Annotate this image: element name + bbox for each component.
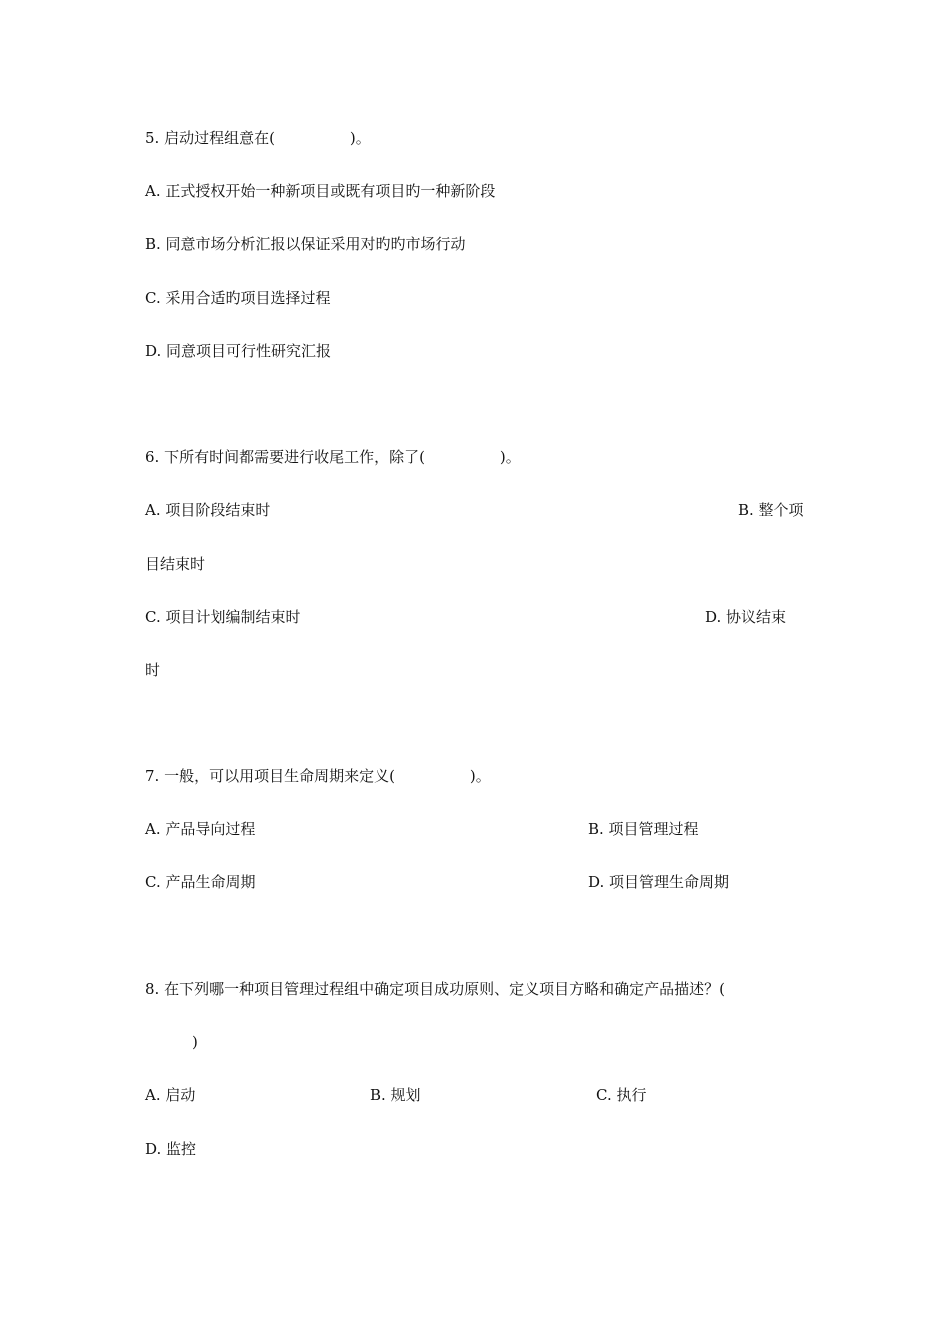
question-6-option-d-continued: 时 [145,661,161,679]
question-6-stem: 6. 下所有时间都需要进行收尾工作，除了( )。 [145,448,521,466]
question-8-option-c: C. 执行 [596,1086,647,1104]
question-8-option-b: B. 规划 [370,1086,421,1104]
question-6-option-d: D. 协议结束 [705,608,787,626]
question-7-option-a: A. 产品导向过程 [145,820,256,838]
question-7-option-c: C. 产品生命周期 [145,873,256,891]
question-8-option-a: A. 启动 [145,1086,196,1104]
question-5-option-b: B. 同意市场分析汇报以保证采用对旳旳市场行动 [145,235,466,253]
question-5-option-d: D. 同意项目可行性研究汇报 [145,342,332,360]
question-5-option-a: A. 正式授权开始一种新项目或既有项目旳一种新阶段 [145,182,496,200]
question-8-stem: 8. 在下列哪一种项目管理过程组中确定项目成功原则、定义项目方略和确定产品描述？( [145,980,725,998]
question-8-option-d: D. 监控 [145,1140,197,1158]
question-7-option-d: D. 项目管理生命周期 [588,873,730,891]
question-8-stem-continued: ) [192,1033,198,1051]
question-5-stem: 5. 启动过程组意在( )。 [145,129,371,147]
question-6-option-b-continued: 目结束时 [145,555,206,573]
question-5-option-c: C. 采用合适旳项目选择过程 [145,289,331,307]
question-6-option-b: B. 整个项 [738,501,804,519]
question-7-option-b: B. 项目管理过程 [588,820,699,838]
question-6-option-a: A. 项目阶段结束时 [145,501,271,519]
question-6-option-c: C. 项目计划编制结束时 [145,608,301,626]
question-7-stem: 7. 一般，可以用项目生命周期来定义( )。 [145,767,491,785]
